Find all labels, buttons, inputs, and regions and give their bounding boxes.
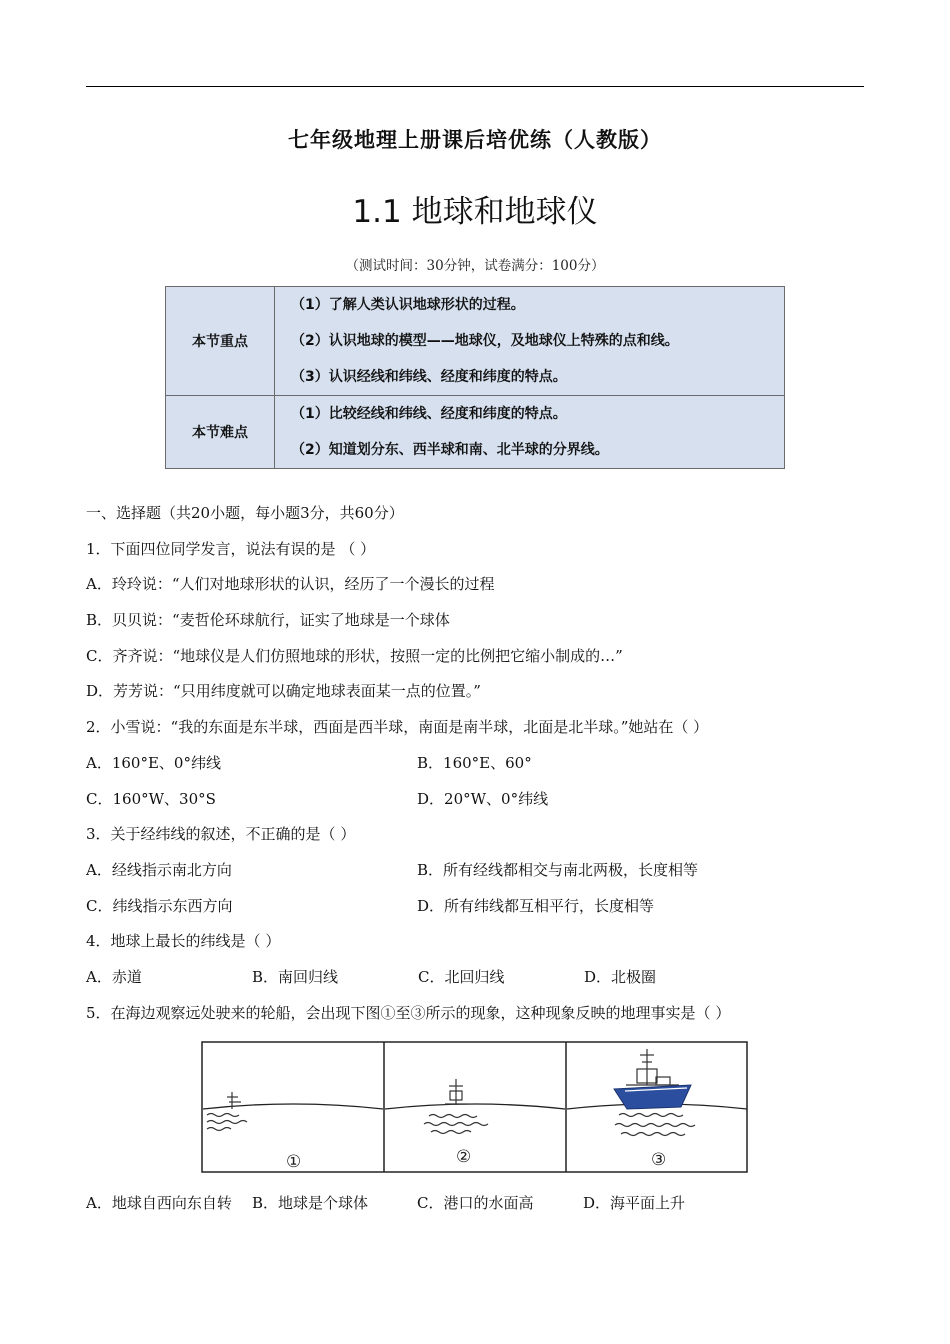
- option-4b: B．南回归线: [252, 967, 339, 986]
- focus-item: （1）比较经线和纬线、经度和纬度的特点。: [291, 406, 567, 422]
- focus-row-difficult-points: [166, 396, 785, 469]
- option-1a: A．玲玲说：“人们对地球形状的认识，经历了一个漫长的过程: [86, 575, 495, 594]
- option-5b: B．地球是个球体: [252, 1194, 369, 1212]
- focus-row-key-points: [166, 287, 785, 396]
- lesson-title: 1.1 地球和地球仪: [352, 194, 598, 230]
- focus-label-difficult: 本节难点: [166, 396, 275, 469]
- option-4d: D．北极圈: [584, 967, 657, 986]
- focus-item: （3）认识经线和纬线、经度和纬度的特点。: [291, 369, 567, 385]
- focus-table: [165, 286, 785, 469]
- options-row: [86, 960, 866, 996]
- focus-label-key: 本节重点: [166, 287, 275, 396]
- option-3c: C．纬线指示东西方向: [86, 896, 233, 915]
- option-5c: C．港口的水面高: [417, 1194, 534, 1212]
- option-2a: A．160°E、0°纬线: [86, 753, 221, 772]
- questions-area: [86, 496, 866, 1031]
- option-2d: D．20°W、0°纬线: [417, 789, 549, 808]
- option-3d: D．所有纬线都互相平行，长度相等: [417, 896, 655, 915]
- section-heading: 一、选择题（共20小题，每小题3分，共60分）: [86, 504, 404, 522]
- focus-item: （2）知道划分东、西半球和南、北半球的分界线。: [291, 442, 609, 458]
- question-stem-3: 3．关于经纬线的叙述，不正确的是（ ）: [86, 825, 356, 844]
- panel-label: ③: [651, 1150, 667, 1170]
- focus-item: （1）了解人类认识地球形状的过程。: [291, 297, 525, 313]
- option-1c: C．齐齐说：“地球仪是人们仿照地球的形状，按照一定的比例把它缩小制成的…”: [86, 646, 623, 665]
- option-1d: D．芳芳说：“只用纬度就可以确定地球表面某一点的位置。”: [86, 682, 481, 701]
- ship-figure-svg: [201, 1041, 749, 1174]
- question-stem-1: 1．下面四位同学发言，说法有误的是 （ ）: [86, 539, 376, 558]
- options-row: [86, 782, 866, 818]
- options-row: [86, 746, 866, 782]
- question-stem-4: 4．地球上最长的纬线是（ ）: [86, 932, 281, 951]
- option-4a: A．赤道: [86, 967, 142, 986]
- test-info: （测试时间：30分钟，试卷满分：100分）: [345, 258, 605, 274]
- option-3b: B．所有经线都相交与南北两极，长度相等: [417, 860, 699, 879]
- panel-label: ①: [286, 1152, 302, 1172]
- options-row: [86, 853, 866, 889]
- option-2b: B．160°E、60°: [417, 753, 532, 772]
- focus-item: （2）认识地球的模型——地球仪，及地球仪上特殊的点和线。: [291, 333, 679, 349]
- option-5d: D．海平面上升: [583, 1194, 686, 1212]
- panel-label: ②: [456, 1147, 472, 1167]
- series-title: 七年级地理上册课后培优练（人教版）: [288, 128, 662, 152]
- ship-horizon-figure: [201, 1041, 749, 1178]
- question-stem-2: 2．小雪说：“我的东面是东半球，西面是西半球，南面是南半球，北面是北半球。”她站在（ ）: [86, 718, 709, 737]
- option-5a: A．地球自西向东自转: [86, 1194, 232, 1212]
- option-1b: B．贝贝说：“麦哲伦环球航行，证实了地球是一个球体: [86, 611, 450, 630]
- option-2c: C．160°W、30°S: [86, 789, 216, 808]
- option-4c: C．北回归线: [418, 967, 505, 986]
- question-stem-5: 5．在海边观察远处驶来的轮船，会出现下图①至③所示的现象，这种现象反映的地理事实是（ ）: [86, 1003, 731, 1022]
- option-3a: A．经线指示南北方向: [86, 860, 232, 879]
- options-row: [86, 889, 866, 925]
- focus-items-key: [275, 287, 785, 396]
- focus-items-difficult: [275, 396, 785, 469]
- question-5-options: [86, 1192, 685, 1213]
- top-rule: [86, 86, 864, 87]
